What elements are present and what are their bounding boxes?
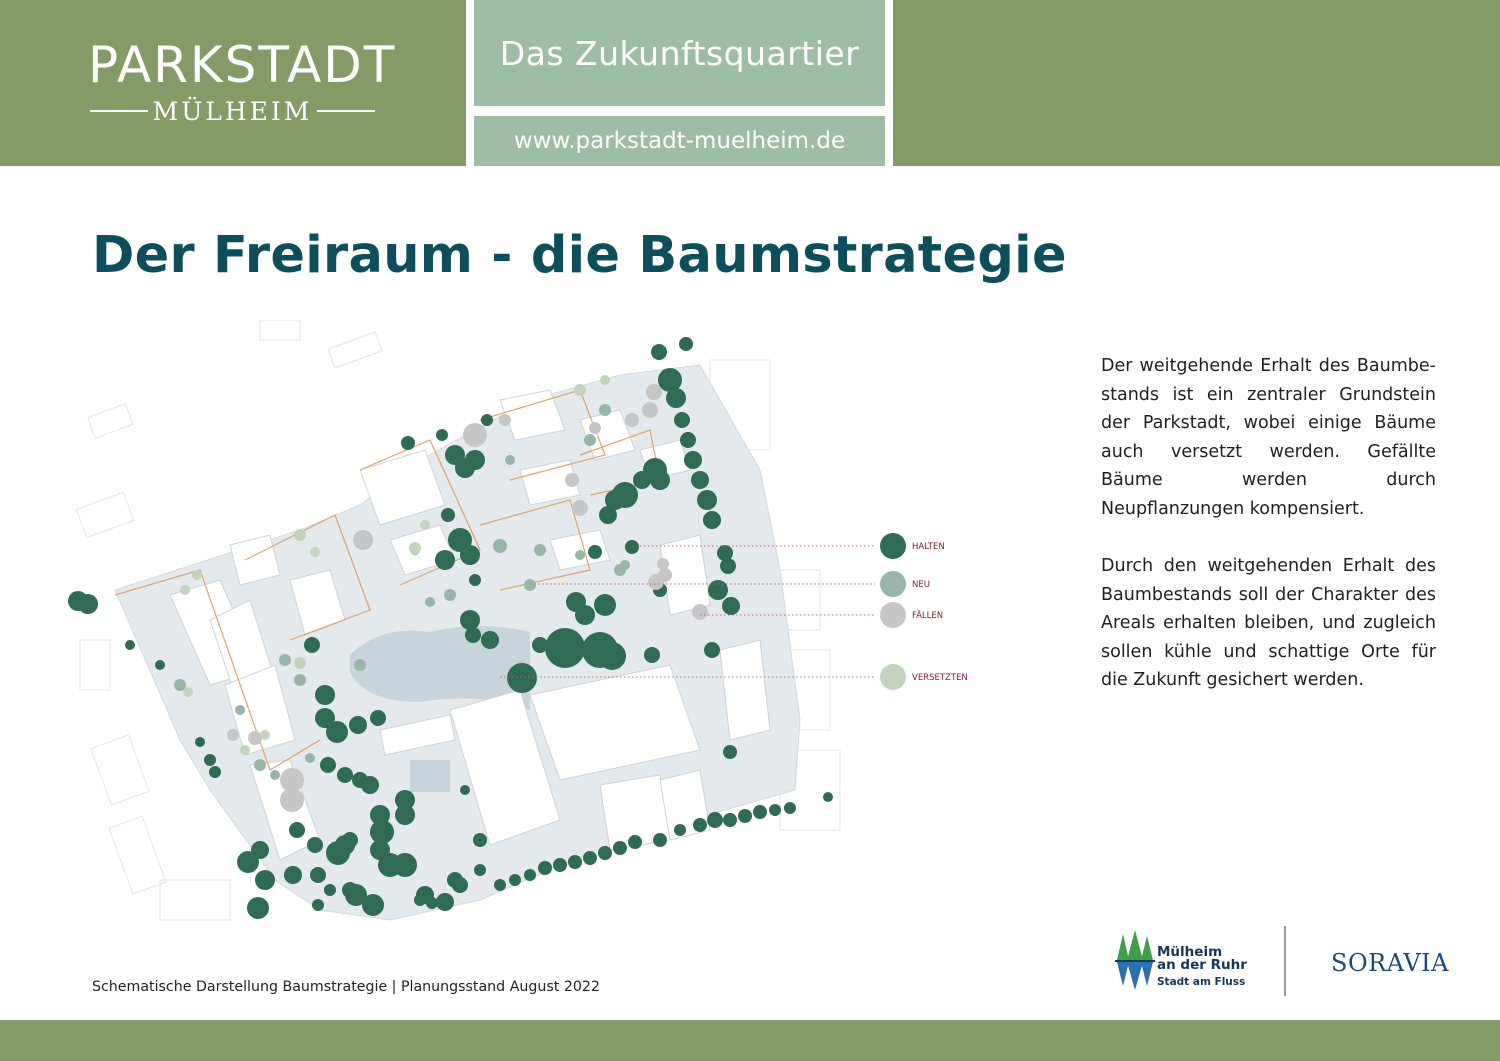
- url-panel: [474, 116, 885, 166]
- footer-bar: [0, 1020, 1500, 1061]
- legend-swatch-halten: [880, 533, 906, 559]
- legend: [880, 533, 968, 690]
- legend-label-versetzten: VERSETZTEN: [912, 673, 968, 683]
- legend-swatch-faellen: [880, 602, 906, 628]
- page-title: Der Freiraum - die Baumstrategie: [92, 226, 1067, 285]
- legend-swatch-versetzten: [880, 664, 906, 690]
- city-name-line-2: an der Ruhr: [1157, 957, 1247, 973]
- city-name: [1157, 946, 1247, 972]
- city-slogan: Stadt am Fluss: [1157, 976, 1246, 988]
- legend-label-halten: HALTEN: [912, 542, 945, 552]
- logo-divider: [1284, 926, 1286, 996]
- tree-strategy-map: [60, 320, 1060, 960]
- logo-rule-right: [317, 110, 375, 112]
- map-caption: Schematische Darstellung Baumstrategie | Planungsstand August 2022: [92, 979, 600, 995]
- website-url[interactable]: www.parkstadt-muelheim.de: [513, 128, 846, 154]
- parkstadt-logo-sub: [90, 96, 375, 126]
- legend-swatch-neu: [880, 571, 906, 597]
- paragraph-2: Durch den weitgehenden Erhalt des Baumbestands soll der Charakter des Areals erhalten bleiben, und zugleich sollen kühle und schattige Orte für die Zukunft gesichert werden.: [1101, 556, 1436, 691]
- legend-label-neu: NEU: [912, 580, 930, 590]
- paragraph-1: Der weitgehende Erhalt des Baumbestands ist ein zentraler Grundstein der Parkstadt, wobei einige Bäume auch versetzt werden. Gefällte Bäume werden durch Neupflanzungen kompensiert.: [1101, 356, 1436, 519]
- logo-sub-text: MÜLHEIM: [152, 96, 313, 126]
- tagline-panel: [474, 0, 885, 106]
- soravia-logo: SORAVIA: [1331, 949, 1449, 977]
- city-name-line-1: Mülheim: [1157, 944, 1223, 960]
- parkstadt-logo-word: PARKSTADT: [88, 36, 397, 94]
- header-right-panel: [893, 0, 1500, 166]
- logo-rule-left: [90, 110, 148, 112]
- legend-label-faellen: FÄLLEN: [912, 611, 944, 621]
- tagline: Das Zukunftsquartier: [499, 33, 860, 73]
